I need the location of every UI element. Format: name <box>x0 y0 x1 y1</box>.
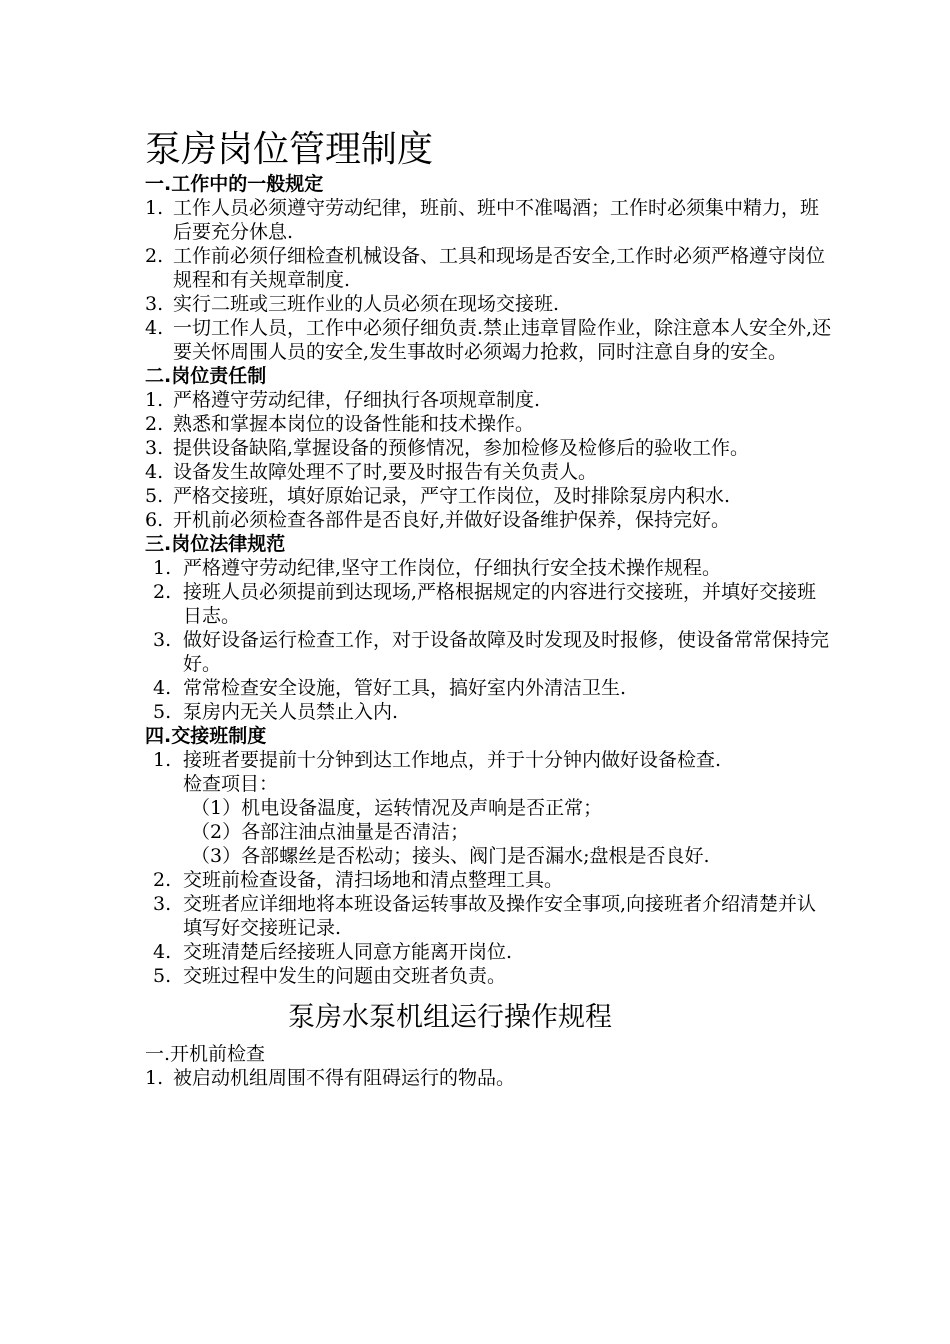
list-item <box>145 940 835 964</box>
item-number: 5. <box>153 965 172 987</box>
list-item <box>145 316 835 364</box>
item-number: 2. <box>153 869 172 891</box>
item-number: 1. <box>153 557 172 579</box>
item-text: 接班者要提前十分钟到达工作地点，并于十分钟内做好设备检查. <box>183 749 722 771</box>
check-subitem: （2）各部注油点油量是否清洁； <box>191 821 470 843</box>
check-subitem: （1）机电设备温度，运转情况及声响是否正常； <box>191 797 603 819</box>
list-item <box>145 292 835 316</box>
item-number: 1. <box>145 389 164 411</box>
item-number: 4. <box>153 677 172 699</box>
item-number: 1. <box>145 1067 164 1089</box>
list-item <box>145 892 835 940</box>
item-text: 工作前必须仔细检查机械设备、工具和现场是否安全,工作时必须严格遵守岗位规程和有关规章制度. <box>173 245 826 291</box>
item-number: 4. <box>153 941 172 963</box>
item-text: 严格遵守劳动纪律,坚守工作岗位，仔细执行安全技术操作规程。 <box>183 557 722 579</box>
section-heading: 三.岗位法律规范 <box>145 533 286 555</box>
item-text: 工作人员必须遵守劳动纪律，班前、班中不准喝酒；工作时必须集中精力，班后要充分休息. <box>173 197 820 243</box>
list-item <box>145 460 835 484</box>
section-legal-norms <box>145 532 835 724</box>
list-item <box>145 580 835 628</box>
section-shift-handover <box>145 724 835 988</box>
item-number: 2. <box>153 581 172 603</box>
item-number: 2. <box>145 245 164 267</box>
list-item <box>145 484 835 508</box>
section-responsibility <box>145 364 835 532</box>
list-item <box>145 196 835 244</box>
list-item <box>145 748 835 772</box>
list-item <box>145 628 835 676</box>
item-text: 交班过程中发生的问题由交班者负责。 <box>183 965 507 987</box>
check-subitem: （3）各部螺丝是否松动；接头、阀门是否漏水;盘根是否良好. <box>191 845 710 867</box>
section-pre-start-check <box>145 1042 835 1090</box>
item-number: 5. <box>153 701 172 723</box>
item-text: 被启动机组周围不得有阻碍运行的物品。 <box>173 1067 516 1089</box>
item-text: 严格交接班，填好原始记录，严守工作岗位，及时排除泵房内积水. <box>173 485 731 507</box>
list-item <box>145 868 835 892</box>
document-page <box>145 128 835 1090</box>
check-items-label: 检查项目： <box>183 773 279 795</box>
item-number: 1. <box>153 749 172 771</box>
item-text: 提供设备缺陷,掌握设备的预修情况，参加检修及检修后的验收工作。 <box>173 437 750 459</box>
section-heading: 一.开机前检查 <box>145 1043 266 1065</box>
section-heading: 一.工作中的一般规定 <box>145 173 324 195</box>
item-number: 5. <box>145 485 164 507</box>
section-heading: 四.交接班制度 <box>145 725 267 747</box>
item-number: 1. <box>145 197 164 219</box>
list-item <box>145 508 835 532</box>
item-text: 常常检查安全设施，管好工具，搞好室内外清洁卫生. <box>183 677 627 699</box>
list-item <box>145 412 835 436</box>
item-text: 熟悉和掌握本岗位的设备性能和技术操作。 <box>173 413 535 435</box>
list-item <box>145 700 835 724</box>
document-title: 泵房岗位管理制度 <box>145 129 434 170</box>
list-item <box>145 388 835 412</box>
item-number: 3. <box>145 293 164 315</box>
item-text: 泵房内无关人员禁止入内. <box>183 701 399 723</box>
section-heading: 二.岗位责任制 <box>145 365 267 387</box>
item-number: 2. <box>145 413 164 435</box>
item-text: 设备发生故障处理不了时,要及时报告有关负责人。 <box>173 461 598 483</box>
item-text: 实行二班或三班作业的人员必须在现场交接班. <box>173 293 560 315</box>
item-number: 4. <box>145 461 164 483</box>
item-text: 做好设备运行检查工作，对于设备故障及时发现及时报修，使设备常常保持完好。 <box>183 629 830 675</box>
item-text: 接班人员必须提前到达现场,严格根据规定的内容进行交接班，并填好交接班日志。 <box>183 581 817 627</box>
item-text: 严格遵守劳动纪律，仔细执行各项规章制度. <box>173 389 541 411</box>
item-number: 6. <box>145 509 164 531</box>
item-text: 交班者应详细地将本班设备运转事故及操作安全事项,向接班者介绍清楚并认填写好交接班记录. <box>183 893 817 939</box>
list-item <box>145 436 835 460</box>
list-item <box>145 556 835 580</box>
item-text: 一切工作人员，工作中必须仔细负责.禁止违章冒险作业，除注意本人安全外,还要关怀周围人员的安全,发生事故时必须竭力抢救，同时注意自身的安全。 <box>173 317 832 363</box>
item-text: 交班前检查设备，清扫场地和清点整理工具。 <box>183 869 564 891</box>
list-item <box>145 964 835 988</box>
item-number: 3. <box>153 629 172 651</box>
item-number: 3. <box>153 893 172 915</box>
section-general-rules <box>145 172 835 364</box>
list-item <box>145 1066 835 1090</box>
list-item <box>145 676 835 700</box>
item-number: 3. <box>145 437 164 459</box>
second-document-title: 泵房水泵机组运行操作规程 <box>288 1002 612 1033</box>
list-item <box>145 244 835 292</box>
item-number: 4. <box>145 317 164 339</box>
item-text: 交班清楚后经接班人同意方能离开岗位. <box>183 941 513 963</box>
item-text: 开机前必须检查各部件是否良好,并做好设备维护保养，保持完好。 <box>173 509 731 531</box>
